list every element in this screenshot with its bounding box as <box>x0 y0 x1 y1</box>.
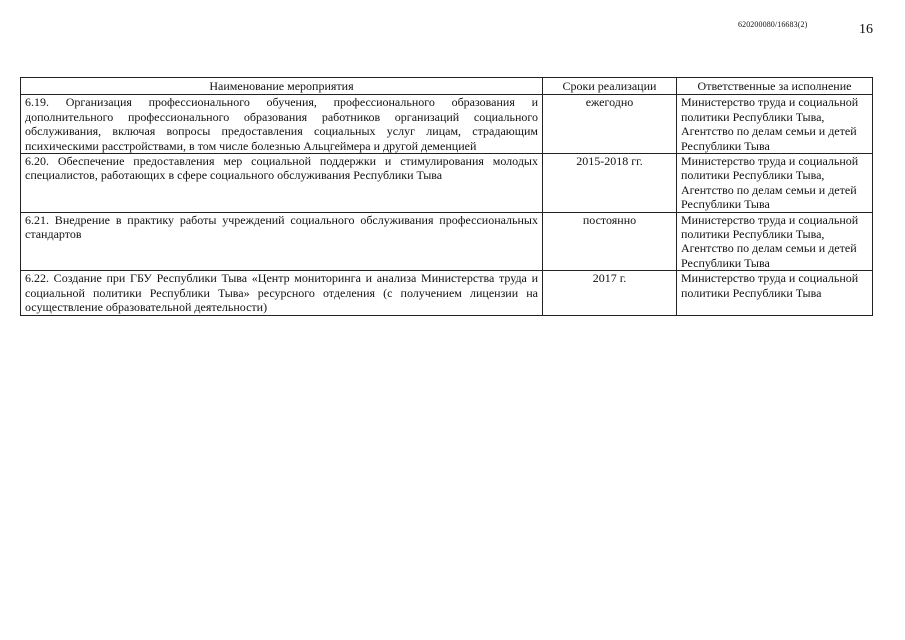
activity-cell: 6.21. Внедрение в практику работы учреждений социального обслуживания профессиональных стандартов <box>21 212 543 271</box>
document-id: 620200080/16683(2) <box>738 20 808 29</box>
page-number: 16 <box>859 22 873 37</box>
responsible-cell: Министерство труда и социальной политики Республики Тыва, Агентство по делам семьи и детей Республики Тыва <box>677 154 873 213</box>
term-cell: ежегодно <box>543 95 677 154</box>
column-header-responsible: Ответственные за исполнение <box>677 78 873 95</box>
term-cell: постоянно <box>543 212 677 271</box>
term-cell: 2017 г. <box>543 271 677 315</box>
column-header-activity: Наименование мероприятия <box>21 78 543 95</box>
responsible-cell: Министерство труда и социальной политики Республики Тыва <box>677 271 873 315</box>
term-cell: 2015-2018 гг. <box>543 154 677 213</box>
table-row <box>21 271 873 315</box>
activity-cell: 6.19. Организация профессионального обучения, профессионального образования и дополнительного профессионального образования работников организаций социального обслуживания, включая вопросы предоставления социальных услуг лицам, страдающим психическими расстройствами, в том числе болезнью Альцгеймера и другой деменцией <box>21 95 543 154</box>
table-row <box>21 212 873 271</box>
responsible-cell: Министерство труда и социальной политики Республики Тыва, Агентство по делам семьи и детей Республики Тыва <box>677 95 873 154</box>
activity-cell: 6.22. Создание при ГБУ Республики Тыва «Центр мониторинга и анализа Министерства труда и социальной политики Республики Тыва» ресурсного отделения (с получением лицензии на осуществление образовательной деятельности) <box>21 271 543 315</box>
activities-table <box>20 77 873 316</box>
table-row <box>21 95 873 154</box>
responsible-cell: Министерство труда и социальной политики Республики Тыва, Агентство по делам семьи и детей Республики Тыва <box>677 212 873 271</box>
table-row <box>21 154 873 213</box>
table-header-row <box>21 78 873 95</box>
activity-cell: 6.20. Обеспечение предоставления мер социальной поддержки и стимулирования молодых специалистов, работающих в сфере социального обслуживания Республики Тыва <box>21 154 543 213</box>
column-header-term: Сроки реализации <box>543 78 677 95</box>
